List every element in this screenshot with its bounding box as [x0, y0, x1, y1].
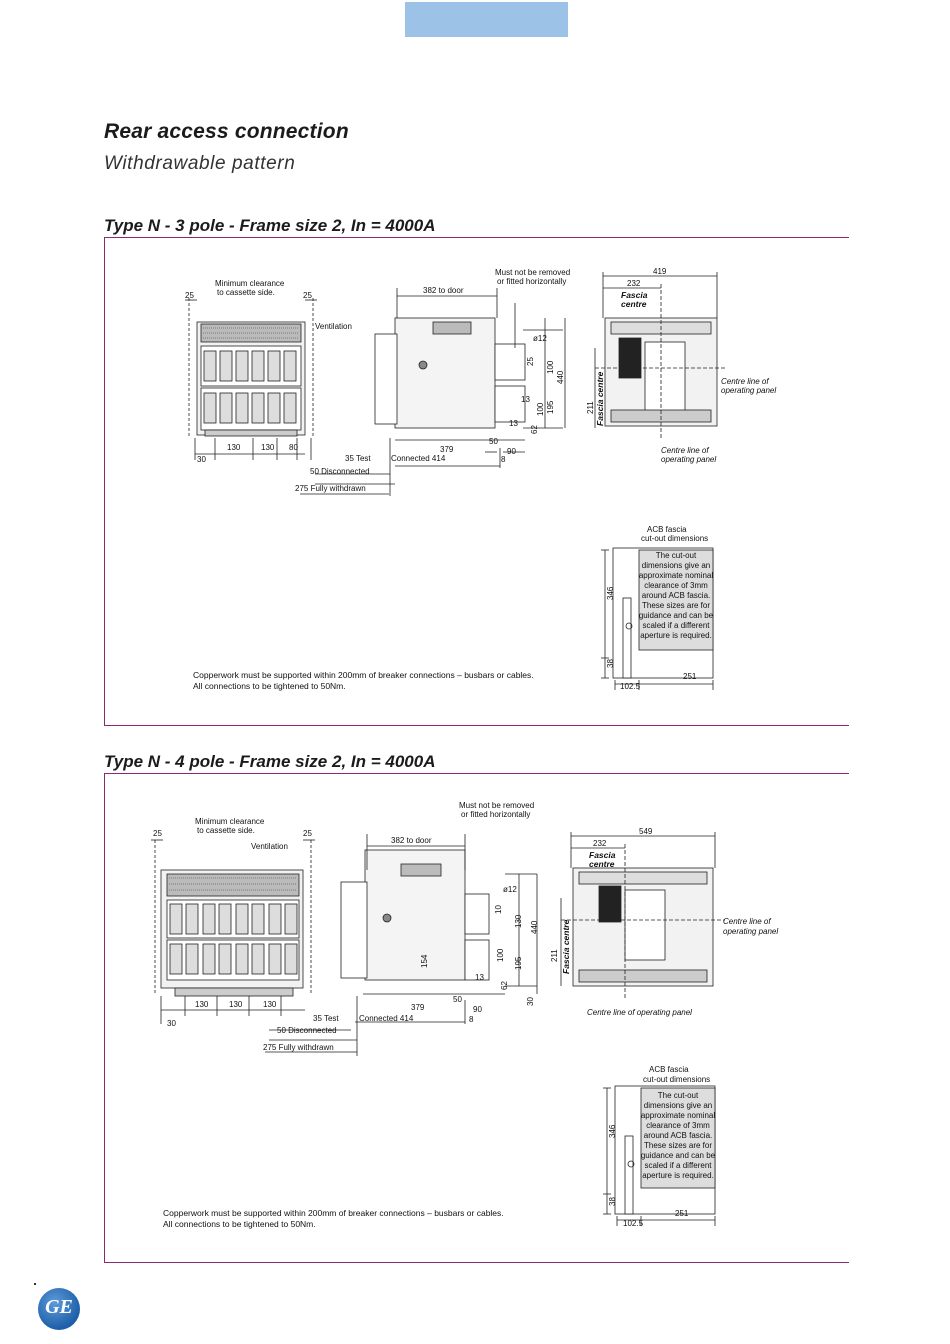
- dim-440: 440: [530, 920, 539, 934]
- label-fascia: Fascia: [589, 850, 616, 860]
- section-title-3-pole: Type N - 3 pole - Frame size 2, In = 4000A: [104, 216, 436, 235]
- dim-phi12: ø12: [533, 334, 547, 343]
- dim-10: 10: [494, 905, 503, 914]
- label-fascia-centre: centre: [589, 859, 615, 869]
- cutout-note-line: clearance of 3mm: [644, 581, 708, 590]
- dim-90: 90: [507, 447, 516, 456]
- label-fascia-centre: centre: [621, 299, 647, 309]
- label-fitted-horizontally: or fitted horizontally: [461, 810, 531, 819]
- dim-440: 440: [556, 370, 565, 384]
- cutout-note-line: around ACB fascia.: [641, 591, 711, 600]
- dim-25-left: 25: [185, 291, 194, 300]
- dim-62: 62: [500, 981, 509, 990]
- label-35-test: 35 Test: [313, 1014, 339, 1023]
- cutout-note-line: The cut-out: [655, 551, 697, 560]
- label-connected-414: Connected 414: [359, 1014, 414, 1023]
- drawing-panel-4-pole: [104, 773, 849, 1263]
- cutout-note-line: dimensions give an: [641, 561, 711, 570]
- cutout-note-line: These sizes are for: [641, 601, 711, 610]
- dim-130-b: 130: [229, 1000, 243, 1009]
- dim-251: 251: [683, 672, 697, 681]
- dim-50: 50: [453, 995, 462, 1004]
- cutout-note-line: dimensions give an: [643, 1101, 713, 1110]
- note-tightening: All connections to be tightened to 50Nm.: [193, 681, 346, 691]
- cutout-note-line: These sizes are for: [643, 1141, 713, 1150]
- label-must-not-be-removed: Must not be removed: [459, 801, 535, 810]
- dim-232: 232: [593, 839, 607, 848]
- dim-130-c: 130: [263, 1000, 277, 1009]
- dim-90: 90: [473, 1005, 482, 1014]
- label-cut-out-dimensions: cut-out dimensions: [643, 1075, 711, 1084]
- dim-211: 211: [586, 401, 595, 414]
- cutout-note-line: around ACB fascia.: [643, 1131, 713, 1140]
- dim-100: 100: [546, 360, 555, 374]
- dim-13: 13: [475, 973, 484, 982]
- label-50-disconnected: 50 Disconnected: [277, 1026, 337, 1035]
- header-color-bar: [405, 2, 568, 37]
- label-cut-out-dimensions: cut-out dimensions: [641, 534, 709, 543]
- dim-232: 232: [627, 279, 641, 288]
- cutout-note-line: approximate nominal: [638, 571, 714, 580]
- section-title-4-pole: Type N - 4 pole - Frame size 2, In = 4000A: [104, 752, 436, 771]
- dim-102-5: 102.5: [620, 682, 641, 691]
- dim-130-a: 130: [195, 1000, 209, 1009]
- dim-25-right: 25: [303, 291, 312, 300]
- label-minimum-clearance: Minimum clearance: [215, 279, 285, 288]
- label-35-test: 35 Test: [345, 454, 371, 463]
- cutout-note-line: aperture is required.: [640, 631, 712, 640]
- label-connected-414: Connected 414: [391, 454, 446, 463]
- dim-549: 549: [639, 827, 653, 836]
- cutout-note-line: aperture is required.: [642, 1171, 714, 1180]
- drawing-panel-3-pole: [104, 237, 849, 726]
- label-centre-line-right: Centre line of: [721, 377, 769, 386]
- ge-logo-text: GE: [45, 1296, 73, 1318]
- label-centre-line-bottom: Centre line of operating panel: [587, 1008, 692, 1017]
- cutout-note-line: scaled if a different: [642, 621, 710, 630]
- label-fascia-centre-vertical: Fascia centre: [595, 371, 605, 426]
- dim-195: 195: [514, 956, 523, 970]
- dim-30: 30: [197, 455, 206, 464]
- dim-130-a: 130: [227, 443, 241, 452]
- dim-25-right: 25: [303, 829, 312, 838]
- dim-30-vertical: 30: [526, 997, 535, 1006]
- label-operating-panel-bottom: operating panel: [661, 455, 717, 464]
- dim-251: 251: [675, 1209, 689, 1218]
- page-title: Rear access connection: [104, 120, 349, 143]
- label-centre-line-right: Centre line of: [723, 917, 771, 926]
- label-to-cassette-side: to cassette side.: [217, 288, 275, 297]
- dim-13-a: 13: [521, 395, 530, 404]
- note-copperwork: Copperwork must be supported within 200mm of breaker connections – busbars or cables.: [193, 670, 534, 680]
- label-to-cassette-side: to cassette side.: [197, 826, 255, 835]
- label-50-disconnected: 50 Disconnected: [310, 467, 370, 476]
- label-operating-panel-right: operating panel: [723, 927, 779, 936]
- dim-211: 211: [550, 949, 559, 962]
- dim-154: 154: [420, 954, 429, 968]
- dim-346: 346: [608, 1124, 617, 1138]
- label-fascia-centre-vertical: Fascia centre: [561, 919, 571, 974]
- cutout-note-line: guidance and can be: [638, 611, 714, 620]
- technical-drawing-4-pole: [105, 774, 849, 1262]
- dim-phi12: ø12: [503, 885, 517, 894]
- dim-25-vertical: 25: [526, 357, 535, 366]
- dim-382-to-door: 382 to door: [391, 836, 432, 845]
- label-acb-fascia: ACB fascia: [649, 1065, 689, 1074]
- dim-50: 50: [489, 437, 498, 446]
- dim-8: 8: [469, 1015, 474, 1024]
- label-acb-fascia: ACB fascia: [647, 525, 687, 534]
- label-275-fully-withdrawn: 275 Fully withdrawn: [295, 484, 366, 493]
- ge-logo: [38, 1288, 80, 1330]
- label-ventilation: Ventilation: [251, 842, 288, 851]
- label-centre-line-bottom: Centre line of: [661, 446, 709, 455]
- cutout-note-line: approximate nominal: [640, 1111, 716, 1120]
- label-fitted-horizontally: or fitted horizontally: [497, 277, 567, 286]
- label-minimum-clearance: Minimum clearance: [195, 817, 265, 826]
- page-subtitle: Withdrawable pattern: [104, 153, 296, 174]
- dim-419: 419: [653, 267, 667, 276]
- note-copperwork: Copperwork must be supported within 200mm of breaker connections – busbars or cables.: [163, 1208, 504, 1218]
- technical-drawing-3-pole: [105, 238, 849, 725]
- dim-8: 8: [501, 455, 506, 464]
- dim-13-b: 13: [509, 419, 518, 428]
- dim-30: 30: [167, 1019, 176, 1028]
- dim-100-b: 100: [536, 402, 545, 416]
- label-275-fully-withdrawn: 275 Fully withdrawn: [263, 1043, 334, 1052]
- label-operating-panel-right: operating panel: [721, 386, 777, 395]
- cutout-note-line: clearance of 3mm: [646, 1121, 710, 1130]
- note-tightening: All connections to be tightened to 50Nm.: [163, 1219, 316, 1229]
- label-must-not-be-removed: Must not be removed: [495, 268, 571, 277]
- dim-102-5: 102.5: [623, 1219, 644, 1228]
- dim-382-to-door: 382 to door: [423, 286, 464, 295]
- dim-80: 80: [289, 443, 298, 452]
- page-mark: [34, 1283, 36, 1285]
- dim-25-left: 25: [153, 829, 162, 838]
- dim-38: 38: [608, 1197, 617, 1206]
- label-ventilation: Ventilation: [315, 322, 352, 331]
- dim-195: 195: [546, 400, 555, 414]
- dim-379: 379: [411, 1003, 425, 1012]
- label-fascia: Fascia: [621, 290, 648, 300]
- dim-346: 346: [606, 586, 615, 600]
- dim-100: 100: [496, 948, 505, 962]
- dim-379: 379: [440, 445, 454, 454]
- dim-130-b: 130: [261, 443, 275, 452]
- cutout-note-line: The cut-out: [657, 1091, 699, 1100]
- dim-130-vertical: 130: [514, 914, 523, 928]
- cutout-note-line: scaled if a different: [644, 1161, 712, 1170]
- dim-38: 38: [606, 659, 615, 668]
- dim-62: 62: [530, 425, 539, 434]
- cutout-note-line: guidance and can be: [640, 1151, 716, 1160]
